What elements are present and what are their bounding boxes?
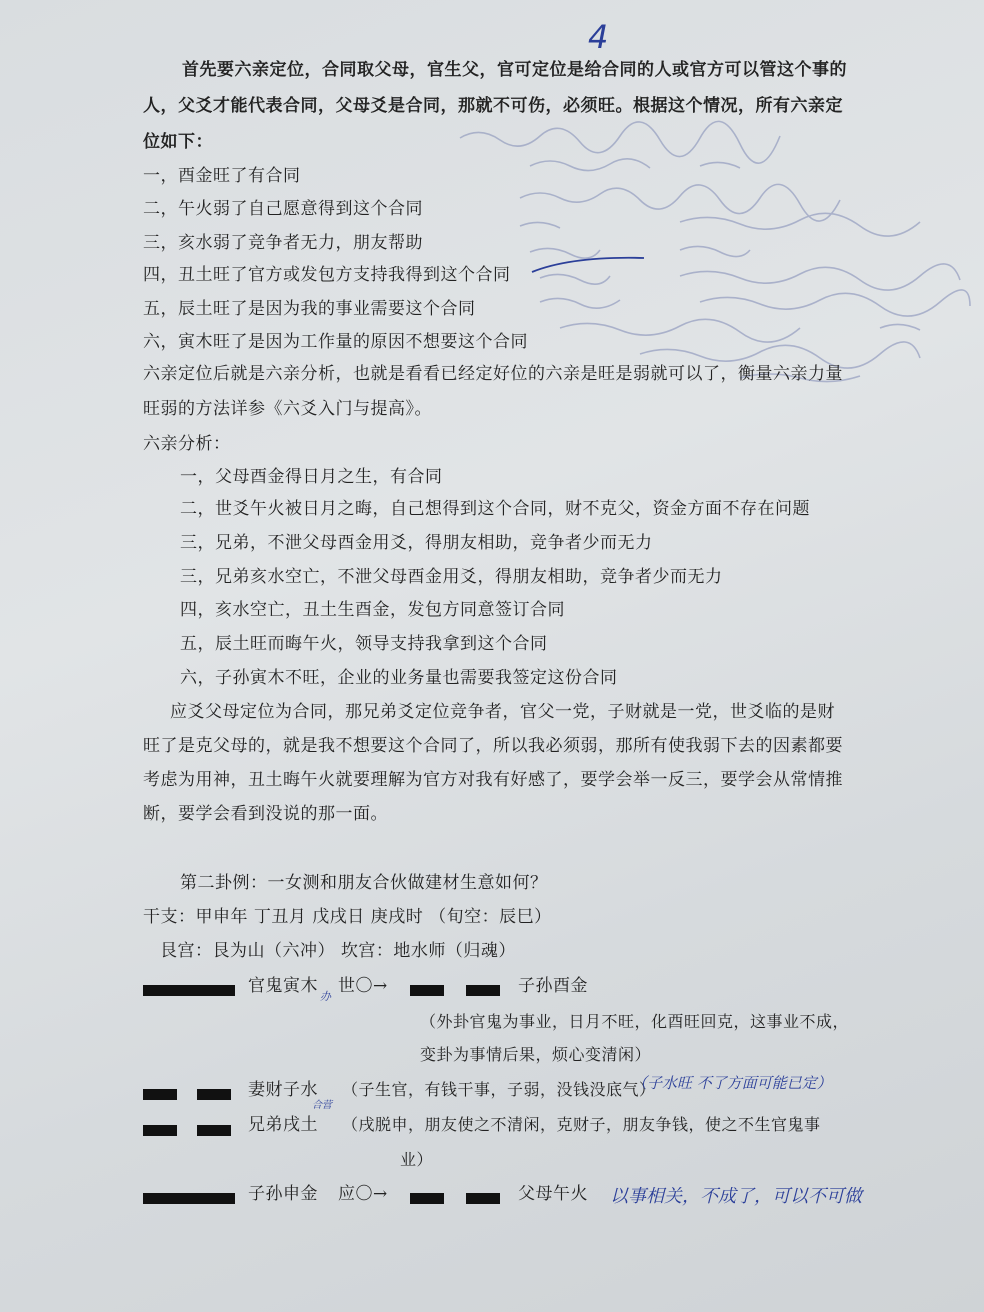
yao-label: 子孙申金 xyxy=(248,1184,318,1204)
position-item: 三，亥水弱了竞争者无力，朋友帮助 xyxy=(143,233,423,253)
yao-label: 官鬼寅木 xyxy=(248,976,318,996)
yin-line-right xyxy=(466,985,500,996)
handwritten-mark: 办 xyxy=(320,990,331,1003)
position-item: 四，丑土旺了官方或发包方支持我得到这个合同 xyxy=(143,265,511,285)
yang-line xyxy=(143,985,235,996)
handwritten-underline xyxy=(528,250,648,280)
yao-note: （子生官，有钱干事，子弱，没钱没底气） xyxy=(342,1080,656,1099)
yao-note: 业） xyxy=(400,1150,434,1169)
paragraph-line: 六亲定位后就是六亲分析，也就是看看已经定好位的六亲是旺是弱就可以了，衡量六亲力量 xyxy=(143,364,843,384)
yao-note: 变卦为事情后果，烦心变清闲） xyxy=(420,1045,652,1064)
conclusion-line: 断，要学会看到没说的那一面。 xyxy=(143,804,388,824)
yin-line-left xyxy=(143,1089,177,1100)
analysis-title: 六亲分析： xyxy=(143,434,231,454)
handwritten-note: 以事相关，不成了，可以不可做 xyxy=(610,1186,862,1207)
paragraph-line: 旺弱的方法详参《六爻入门与提高》。 xyxy=(143,399,432,419)
analysis-item: 二，世爻午火被日月之晦，自己想得到这个合同，财不克父，资金方面不存在问题 xyxy=(180,499,810,519)
yao-label: 妻财子水 xyxy=(248,1080,318,1100)
analysis-item: 六，子孙寅木不旺，企业的业务量也需要我签定这份合同 xyxy=(180,668,618,688)
analysis-item: 五，辰土旺而晦午火，领导支持我拿到这个合同 xyxy=(180,634,548,654)
page-number: 4 xyxy=(588,18,609,56)
yin-line-right xyxy=(466,1193,500,1204)
yao-mark: 世〇→ xyxy=(338,976,388,996)
position-item: 六，寅木旺了是因为工作量的原因不想要这个合同 xyxy=(143,332,528,352)
conclusion-line: 应爻父母定位为合同，那兄弟爻定位竞争者，官父一党，子财就是一党，世爻临的是财 xyxy=(170,702,835,722)
conclusion-line: 考虑为用神，丑土晦午火就要理解为官方对我有好感了，要学会举一反三，要学会从常情推 xyxy=(143,770,843,790)
yin-line-left xyxy=(410,985,444,996)
yin-line-left xyxy=(143,1125,177,1136)
handwritten-note: （子水旺 不了方面可能已定） xyxy=(632,1074,832,1092)
yao-label: 兄弟戌土 xyxy=(248,1115,318,1135)
yin-line-right xyxy=(197,1089,231,1100)
gong-line: 艮宫：艮为山（六冲） 坎宫：地水师（归魂） xyxy=(160,941,516,961)
example-title: 第二卦例：一女测和朋友合伙做建材生意如何？ xyxy=(180,873,548,893)
intro-line-3: 位如下： xyxy=(143,132,213,152)
position-item: 五，辰土旺了是因为我的事业需要这个合同 xyxy=(143,299,476,319)
intro-line-2: 人，父爻才能代表合同，父母爻是合同，那就不可伤，必须旺。根据这个情况，所有六亲定 xyxy=(143,96,843,116)
yao-note: （外卦官鬼为事业，日月不旺，化酉旺回克，这事业不成， xyxy=(420,1012,850,1031)
yang-line xyxy=(143,1193,235,1204)
position-item: 一，酉金旺了有合同 xyxy=(143,166,301,186)
yao-label: 子孙酉金 xyxy=(518,976,588,996)
analysis-item: 四，亥水空亡，丑土生酉金，发包方同意签订合同 xyxy=(180,600,565,620)
handwritten-mark: 合营 xyxy=(312,1100,332,1111)
ganzhi-line: 干支：甲申年 丁丑月 戊戌日 庚戌时 （旬空：辰巳） xyxy=(143,907,552,927)
analysis-item: 一，父母酉金得日月之生，有合同 xyxy=(180,467,443,487)
analysis-item: 三，兄弟，不泄父母酉金用爻，得朋友相助，竞争者少而无力 xyxy=(180,533,653,553)
analysis-item: 三，兄弟亥水空亡，不泄父母酉金用爻，得朋友相助，竞争者少而无力 xyxy=(180,567,723,587)
yin-line-left xyxy=(410,1193,444,1204)
intro-line-1: 首先要六亲定位，合同取父母，官生父，官可定位是给合同的人或官方可以管这个事的 xyxy=(182,60,847,80)
yao-note: （戌脱申，朋友使之不清闲，克财子，朋友争钱，使之不生官鬼事 xyxy=(342,1115,821,1134)
position-item: 二，午火弱了自己愿意得到这个合同 xyxy=(143,199,423,219)
yin-line-right xyxy=(197,1125,231,1136)
conclusion-line: 旺了是克父母的，就是我不想要这个合同了，所以我必须弱，那所有使我弱下去的因素都要 xyxy=(143,736,843,756)
yao-label: 父母午火 xyxy=(518,1184,588,1204)
yao-mark: 应〇→ xyxy=(338,1184,388,1204)
handwritten-scribbles xyxy=(440,110,980,390)
